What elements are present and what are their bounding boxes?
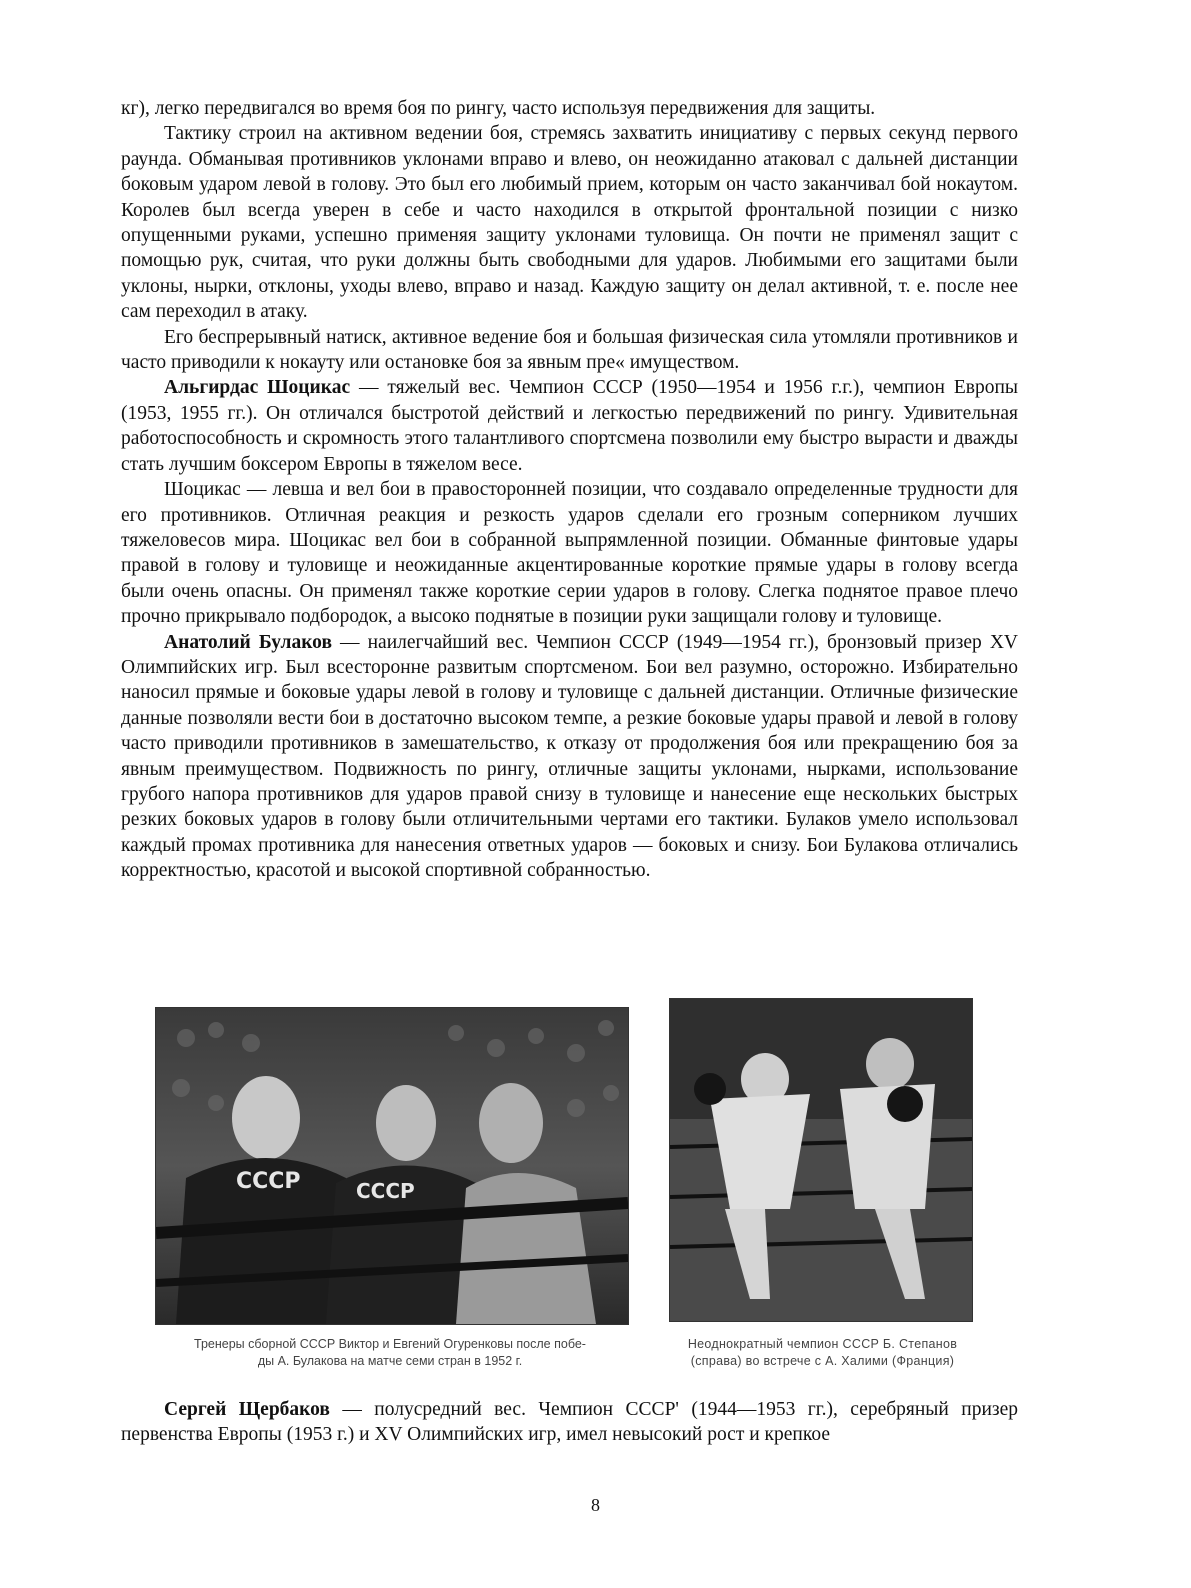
paragraph-4-text: Шоцикас — левша и вел бои в правосторонней позиции, что создавало определенные трудности для его противников. Отличная реакция и резкость ударов сделали его грозным соперником лучших тяжеловесов мира. Шоцикас вел бои в собранной выпрямленной позиции. Обманные финтовые удары правой в голову и туловище и неожиданные акцентированные короткие прямые удары в голову всегда были очень опасны. Он применял также короткие серии ударов в голову. Слегка поднятое правое плечо прочно прикрывало подбородок, а высоко поднятые в позиции руки защищали голову и туловище. — [121, 479, 1018, 628]
paragraph-0-text: кг), легко передвигался во время боя по рингу, часто используя передвижения для защиты. — [121, 98, 876, 119]
main-text — [121, 96, 1018, 884]
photo-coaches-image — [156, 1008, 628, 1324]
closing-text — [121, 1397, 1018, 1448]
paragraph-5 — [121, 630, 1018, 884]
photo-bout-image — [670, 999, 972, 1321]
paragraph-3-bold-name: Альгирдас Шоцикас — [164, 377, 351, 399]
closing-text-body: — полусредний вес. Чемпион СССР' (1944—1953 гг.), серебряный призер первенства Европы (1953 г.) и XV Олимпийских игр, имел невысокий рост и крепкое — [121, 1399, 1018, 1446]
paragraph-1-text: Тактику строил на активном ведении боя, стремясь захватить инициативу с первых секунд первого раунда. Обманывая противников уклонами вправо и влево, он неожиданно атаковал с дальней дистанции боковым ударом левой в голову. Это был его любимый прием, которым он часто заканчивал бой нокаутом. Королев был всегда уверен в себе и часто находился в открытой фронтальной позиции с низко опущенными руками, успешно применяя защиту уклонами туловища. Он почти не применял защит с помощью рук, считая, что руки должны быть свободными для ударов. Любимыми его защитами были уклоны, нырки, отклоны, уходы влево, вправо и назад. Каждую защиту он делал активной, т. е. после нее сам переходил в атаку. — [121, 123, 1018, 323]
shirt-text-1: СССР — [236, 1169, 301, 1194]
paragraph-0 — [121, 96, 1018, 121]
paragraph-3-text: — тяжелый вес. Чемпион СССР (1950—1954 и 1956 г.г.), чемпион Европы (1953, 1955 гг.). Он отличался быстротой действий и легкостью передвижений по рингу. Удивительная работоспособность и скромность этого талантливого спортсмена позволили ему быстро вырасти и дважды стать лучшим боксером Европы в тяжелом весе. — [121, 377, 1018, 475]
caption-right — [665, 1336, 980, 1370]
caption-left — [140, 1336, 640, 1370]
paragraph-5-bold-name: Анатолий Булаков — [164, 631, 332, 653]
page-number: 8 — [591, 1495, 600, 1515]
caption-right-line1: Неоднократный чемпион СССР Б. Степанов — [687, 1337, 958, 1351]
paragraph-2 — [121, 325, 1018, 376]
paragraph-3 — [121, 375, 1018, 477]
photo-bout — [669, 998, 973, 1322]
caption-right-line2: (справа) во встрече с А. Халими (Франция) — [690, 1354, 955, 1368]
caption-left-line1: Тренеры сборной СССР Виктор и Евгений Огуренковы после побе- — [194, 1337, 586, 1351]
shirt-text-2: СССР — [356, 1179, 415, 1203]
paragraph-5-text: — наилегчайший вес. Чемпион СССР (1949—1954 гг.), бронзовый призер XV Олимпийских игр. Был всесторонне развитым спортсменом. Бои вел разумно, осторожно. Избирательно наносил прямые и боковые удары левой в голову и туловище с дальней дистанции. Отличные физические данные позволяли вести бои в достаточно высоком темпе, а резкие боковые удары правой и левой в голову часто приводили противников в замешательство, к отказу от продолжения боя или прекращению боя за явным преимуществом. Подвижность по рингу, отличные защиты уклонами, нырками, использование грубого напора противников для ударов правой снизу в туловище и нанесение еще нескольких быстрых резких боковых ударов в голову были отличительными чертами его тактики. Булаков умело использовал каждый промах противника для нанесения ответных ударов — боковых и снизу. Бои Булакова отличались корректностью, красотой и высокой спортивной собранностью. — [121, 631, 1018, 882]
paragraph-1 — [121, 121, 1018, 324]
paragraph-2-text: Его беспрерывный натиск, активное ведение боя и большая физическая сила утомляли противников и часто приводили к нокауту или остановке боя за явным пре« имуществом. — [121, 326, 1018, 374]
paragraph-4 — [121, 477, 1018, 629]
closing-paragraph — [121, 1397, 1018, 1448]
closing-bold-name: Сергей Щербаков — [164, 1399, 330, 1420]
caption-left-line2: ды А. Булакова на матче семи стран в 1952 г. — [257, 1354, 523, 1368]
photo-coaches — [155, 1007, 629, 1325]
